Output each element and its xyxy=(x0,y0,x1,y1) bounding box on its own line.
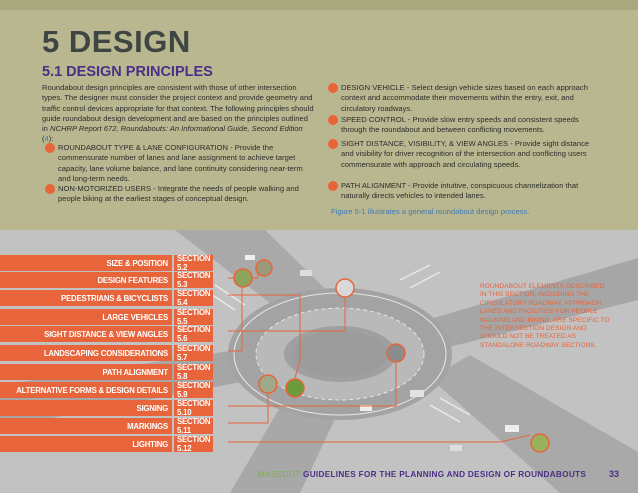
section-tag-alternative-forms[interactable] xyxy=(0,382,213,398)
intro-ref-link[interactable]: 4 xyxy=(44,134,49,144)
section-tag-sight-distance[interactable] xyxy=(0,326,213,342)
principle-text: SIGHT DISTANCE, VISIBILITY, & VIEW ANGLES - Provide sight distance and visibility for driver recognition of the intersection and conflicting users commensurate with approach and circulating speeds. xyxy=(341,139,590,169)
tag-label: ALTERNATIVE FORMS & DESIGN DETAILS xyxy=(0,382,172,398)
principle-item xyxy=(341,115,603,136)
intro-ref-open: ( xyxy=(42,134,45,144)
tag-label: SIGHT DISTANCE & VIEW ANGLES xyxy=(0,326,172,342)
footer-org: MASSDOT xyxy=(258,470,301,479)
figure-ref-text: illustrates a general roundabout design process. xyxy=(365,207,530,216)
tag-label: LARGE VEHICLES xyxy=(0,309,172,325)
principle-item xyxy=(341,83,603,114)
tag-section[interactable]: SECTION 5.6 xyxy=(174,326,213,342)
bullet-dot-icon xyxy=(328,115,338,125)
section-tag-lighting[interactable] xyxy=(0,436,213,452)
intro-paragraph xyxy=(42,83,314,145)
section-tag-size-position[interactable] xyxy=(0,255,213,271)
roundabout-elements-note: ROUNDABOUT ELEMENTS DESCRIBED IN THIS SECTION, INCLUDING THE CIRCULATORY ROADWAY, APPROACH LANES AND FACILITIES FOR PEOPLE WALKING AND BIKING, ARE SPECIFIC TO THE INTERSECTION DESIGN AND SHOULD NOT BE TREATED AS STANDALONE ROADWAY SECTIONS. xyxy=(480,283,610,349)
tag-section[interactable]: SECTION 5.11 xyxy=(174,418,213,434)
principle-item xyxy=(58,143,308,184)
tag-label: PATH ALIGNMENT xyxy=(0,364,172,380)
section-tag-pedestrians-bicyclists[interactable] xyxy=(0,290,213,306)
tag-section[interactable]: SECTION 5.12 xyxy=(174,436,213,452)
bullet-dot-icon xyxy=(328,181,338,191)
principle-text: PATH ALIGNMENT - Provide intuitive, conspicuous channelization that naturally directs vehicles to intended lanes. xyxy=(341,181,579,201)
principle-text: ROUNDABOUT TYPE & LANE CONFIGURATION - Provide the commensurate number of lanes and lane assignment to achieve target capacity, lane volume balance, and lane continuity considering near-term and long-term needs. xyxy=(58,143,303,183)
tag-label: MARKINGS xyxy=(0,418,172,434)
bullet-dot-icon xyxy=(328,83,338,93)
principle-item xyxy=(341,181,603,202)
figure-reference xyxy=(331,207,529,216)
footer-title: GUIDELINES FOR THE PLANNING AND DESIGN OF ROUNDABOUTS xyxy=(303,470,587,479)
tag-section[interactable]: SECTION 5.10 xyxy=(174,400,213,416)
section-title: 5.1 DESIGN PRINCIPLES xyxy=(42,64,213,80)
tag-section[interactable]: SECTION 5.7 xyxy=(174,345,213,361)
section-tag-design-features[interactable] xyxy=(0,272,213,288)
tag-section[interactable]: SECTION 5.2 xyxy=(174,255,213,271)
tag-section[interactable]: SECTION 5.9 xyxy=(174,382,213,398)
intro-citation: NCHRP Report 672, Roundabouts: An Informational Guide, Second Edition xyxy=(50,124,303,134)
section-tag-landscaping[interactable] xyxy=(0,345,213,361)
section-tag-signing[interactable] xyxy=(0,400,213,416)
principle-text: DESIGN VEHICLE - Select design vehicle sizes based on each approach context and accommodate their movements within the entry, exit, and circulatory roadways. xyxy=(341,83,588,113)
section-tag-markings[interactable] xyxy=(0,418,213,434)
intro-ref-close: ): xyxy=(48,134,54,144)
section-tag-path-alignment[interactable] xyxy=(0,364,213,380)
figure-link[interactable]: Figure 5-1 xyxy=(331,207,366,216)
tag-label: SIGNING xyxy=(0,400,172,416)
page-number: 33 xyxy=(609,469,620,479)
tag-section[interactable]: SECTION 5.5 xyxy=(174,309,213,325)
principle-item xyxy=(58,184,308,205)
section-tag-large-vehicles[interactable] xyxy=(0,309,213,325)
tag-label: LANDSCAPING CONSIDERATIONS xyxy=(0,345,172,361)
tag-label: DESIGN FEATURES xyxy=(0,272,172,288)
tag-section[interactable]: SECTION 5.8 xyxy=(174,364,213,380)
tag-section[interactable]: SECTION 5.3 xyxy=(174,272,213,288)
bullet-dot-icon xyxy=(328,139,338,149)
principle-text: SPEED CONTROL - Provide slow entry speeds and consistent speeds through the roundabout and between conflicting movements. xyxy=(341,115,579,135)
bullet-dot-icon xyxy=(45,143,55,153)
chapter-title: 5 DESIGN xyxy=(42,24,191,59)
bullet-dot-icon xyxy=(45,184,55,194)
intro-text: Roundabout design principles are consistent with those of other intersection types. The designer must consider the project context and provide geometry and traffic control devices appropriate for that context. The following principles should guide roundabout design development and are based on the principles outlined in xyxy=(42,83,314,134)
tag-label: PEDESTRIANS & BICYCLISTS xyxy=(0,290,172,306)
page-footer xyxy=(258,470,586,479)
tag-label: SIZE & POSITION xyxy=(0,255,172,271)
principle-item xyxy=(341,139,603,170)
tag-label: LIGHTING xyxy=(0,436,172,452)
tag-section[interactable]: SECTION 5.4 xyxy=(174,290,213,306)
principle-text: NON-MOTORIZED USERS - Integrate the needs of people walking and people biking at the earliest stages of conceptual design. xyxy=(58,184,299,204)
